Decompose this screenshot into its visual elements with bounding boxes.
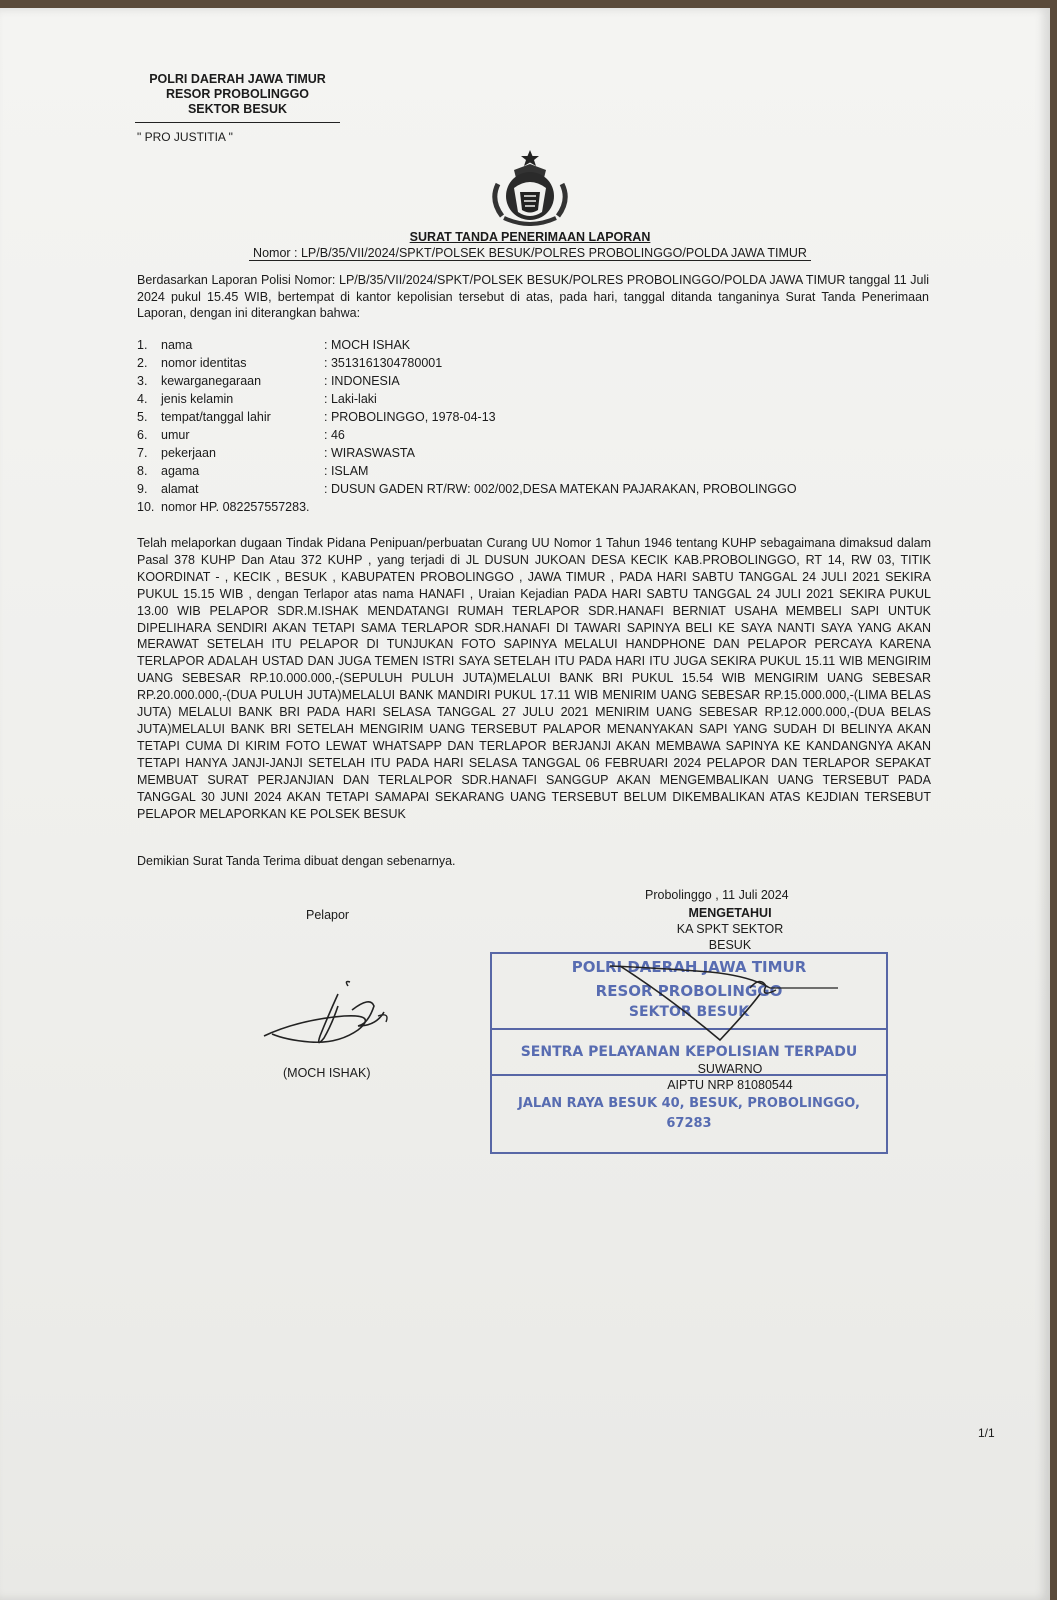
signature-officer bbox=[600, 958, 840, 1048]
header-divider bbox=[135, 122, 340, 123]
field-label: agama bbox=[161, 464, 200, 478]
pelapor-label: Pelapor bbox=[306, 908, 350, 922]
field-number: 4. bbox=[137, 392, 148, 406]
field-label: kewarganegaraan bbox=[161, 374, 262, 388]
field-number: 9. bbox=[137, 482, 148, 496]
field-label: nomor identitas bbox=[161, 356, 247, 370]
field-label: pekerjaan bbox=[161, 446, 216, 460]
document-page bbox=[0, 8, 1050, 1600]
pro-justitia: " PRO JUSTITIA " bbox=[137, 130, 233, 144]
field-number: 1. bbox=[137, 338, 148, 352]
officer-position-2: BESUK bbox=[708, 938, 752, 952]
field-value: : MOCH ISHAK bbox=[324, 338, 411, 352]
header-line-2: RESOR PROBOLINGGO bbox=[165, 87, 310, 101]
field-value: : ISLAM bbox=[324, 464, 369, 478]
header-line-1: POLRI DAERAH JAWA TIMUR bbox=[149, 72, 326, 86]
field-value: : 46 bbox=[324, 428, 345, 442]
field-label: umur bbox=[161, 428, 190, 442]
mengetahui-label: MENGETAHUI bbox=[688, 906, 772, 920]
stamp-line-1: POLRI DAERAH JAWA TIMUR bbox=[571, 958, 807, 976]
stamp-line-4: SENTRA PELAYANAN KEPOLISIAN TERPADU bbox=[520, 1044, 858, 1060]
document-title: SURAT TANDA PENERIMAAN LAPORAN bbox=[409, 230, 651, 244]
officer-name: SUWARNO bbox=[697, 1062, 763, 1076]
field-value: : Laki-laki bbox=[324, 392, 377, 406]
intro-paragraph: Berdasarkan Laporan Polisi Nomor: LP/B/35/VII/2024/SPKT/POLSEK BESUK/POLRES PROBOLINGGO/POLDA JAWA TIMUR tanggal 11 Juli 2024 pukul 15.45 WIB, bertempat di kantor kepolisian tersebut di atas, pada hari, tanggal ditanda tanganinya Surat Tanda Penerimaan Laporan, dengan ini diterangkan bahwa: bbox=[137, 273, 929, 321]
field-number: 10. bbox=[137, 500, 155, 514]
stamp-line-2: RESOR PROBOLINGGO bbox=[595, 982, 783, 1000]
officer-nrp: AIPTU NRP 81080544 bbox=[667, 1078, 793, 1092]
report-body: Telah melaporkan dugaan Tindak Pidana Penipuan/perbuatan Curang UU Nomor 1 Tahun 1946 tentang KUHP sebagaimana dimaksud dalam Pasal 378 KUHP Dan Atau 372 KUHP , yang terjadi di JL DUSUN JUKOAN DESA KECIK KAB.PROBOLINGGO, RT 14, RW 03, TITIK KOORDINAT - , KECIK , BESUK , KABUPATEN PROBOLINGGO , JAWA TIMUR , PADA HARI SABTU TANGGAL 24 JULI 2021 SEKIRA PUKUL 15.15 WIB , dengan Terlapor atas nama HANAFI , Uraian Kejadian PADA HARI SABTU TANGGAL 24 JULI 2021 SEKIRA PUKUL 13.00 WIB PELAPOR SDR.M.ISHAK MENDATANGI RUMAH TERLAPOR SDR.HANAFI BERNIAT USAHA MEMBELI SAPI UNTUK DIPELIHARA SENDIRI AKAN TETAPI SAMA TERLAPOR SDR.HANAFI DI TAWARI SAPINYA BELI KE SAYA NANTI SAYA YANG AKAN MERAWAT SETELAH ITU PELAPOR DI TUNJUKAN FOTO SAPINYA MELALUI HANDPHONE DAN PELAPOR PERCAYA KARENA TERLAPOR ADALAH USTAD DAN JUGA TEMEN ISTRI SAYA SETELAH ITU PADA HARI ITU JUGA SEKIRA PUKUL 15.11 WIB MENGIRIM UANG SEBESAR RP.10.000.000,-(SEPULUH PULUH JUTA)MELALUI BANK BRI PUKUL 15.54 WIB MENGIRIM UANG SEBESAR RP.20.000.000,-(DUA PULUH JUTA)MELALUI BANK MANDIRI PUKUL 17.11 WIB MENIRIM UANG SEBESAR RP.15.000.000,-(LIMA BELAS JUTA) MELALUI BANK BRI PADA HARI SELASA TANGGAL 27 JULU 2021 MENIRIM UANG SEBESAR RP.12.000.000,-(DUA BELAS JUTA)MELALUI BANK BRI SETELAH MENGIRIM UANG TERSEBUT PALAPOR MENANYAKAN SAPI YANG SUDAH DI BELINYA AKAN TETAPI CUMA DI KIRIM FOTO LEWAT WHATSAPP DAN TERLAPOR BERJANJI AKAN MEMBAWA SAPINYA KE KANDANGNYA AKAN TETAPI HANYA JANJI-JANJI SETELAH ITU PADA HARI SELASA TANGGAL 06 FEBRUARI 2024 PELAPOR DAN TERLAPOR SEPAKAT MEMBUAT SURAT PERJANJIAN DAN TERLALPOR SDR.HANAFI SANGGUP AKAN MENGEMBALIKAN UANG TERSEBUT PADA TANGGAL 30 JUNI 2024 AKAN TETAPI SAMAPAI SEKARANG UANG TERSEBUT BELUM DIKEMBALIKAN ATAS KEJDIAN TERSEBUT PELAPOR MELAPORKAN KE POLSEK BESUK bbox=[137, 536, 931, 821]
field-label: nama bbox=[161, 338, 193, 352]
closing-statement: Demikian Surat Tanda Terima dibuat dengan sebenarnya. bbox=[137, 854, 456, 868]
agency-header bbox=[135, 72, 340, 117]
place-date: Probolinggo , 11 Juli 2024 bbox=[645, 888, 789, 902]
field-label: jenis kelamin bbox=[161, 392, 234, 406]
stamp-line-6: 67283 bbox=[666, 1116, 712, 1131]
field-number: 2. bbox=[137, 356, 148, 370]
field-label: nomor HP. 082257557283. bbox=[161, 500, 310, 514]
page-number: 1/1 bbox=[978, 1426, 995, 1440]
field-number: 8. bbox=[137, 464, 148, 478]
field-value: : WIRASWASTA bbox=[324, 446, 415, 460]
field-label: alamat bbox=[161, 482, 199, 496]
document-number bbox=[200, 246, 860, 260]
header-line-3: SEKTOR BESUK bbox=[187, 102, 288, 116]
stamp-line-5: JALAN RAYA BESUK 40, BESUK, PROBOLINGGO, bbox=[518, 1096, 860, 1111]
field-number: 7. bbox=[137, 446, 148, 460]
officer-position: KA SPKT SEKTOR bbox=[676, 922, 784, 936]
field-value: : PROBOLINGGO, 1978-04-13 bbox=[324, 410, 496, 424]
document-number-text: Nomor : LP/B/35/VII/2024/SPKT/POLSEK BESUK/POLRES PROBOLINGGO/POLDA JAWA TIMUR bbox=[249, 246, 811, 261]
signature-pelapor bbox=[258, 976, 408, 1066]
pelapor-name: (MOCH ISHAK) bbox=[283, 1066, 371, 1080]
field-value: : 3513161304780001 bbox=[324, 356, 443, 370]
field-number: 5. bbox=[137, 410, 148, 424]
field-value: : DUSUN GADEN RT/RW: 002/002,DESA MATEKAN PAJARAKAN, PROBOLINGGO bbox=[324, 482, 797, 496]
field-number: 6. bbox=[137, 428, 148, 442]
field-label: tempat/tanggal lahir bbox=[161, 410, 271, 424]
polri-emblem-icon bbox=[484, 148, 576, 226]
field-value: : INDONESIA bbox=[324, 374, 400, 388]
stamp-line-3: SEKTOR BESUK bbox=[628, 1004, 750, 1020]
field-number: 3. bbox=[137, 374, 148, 388]
